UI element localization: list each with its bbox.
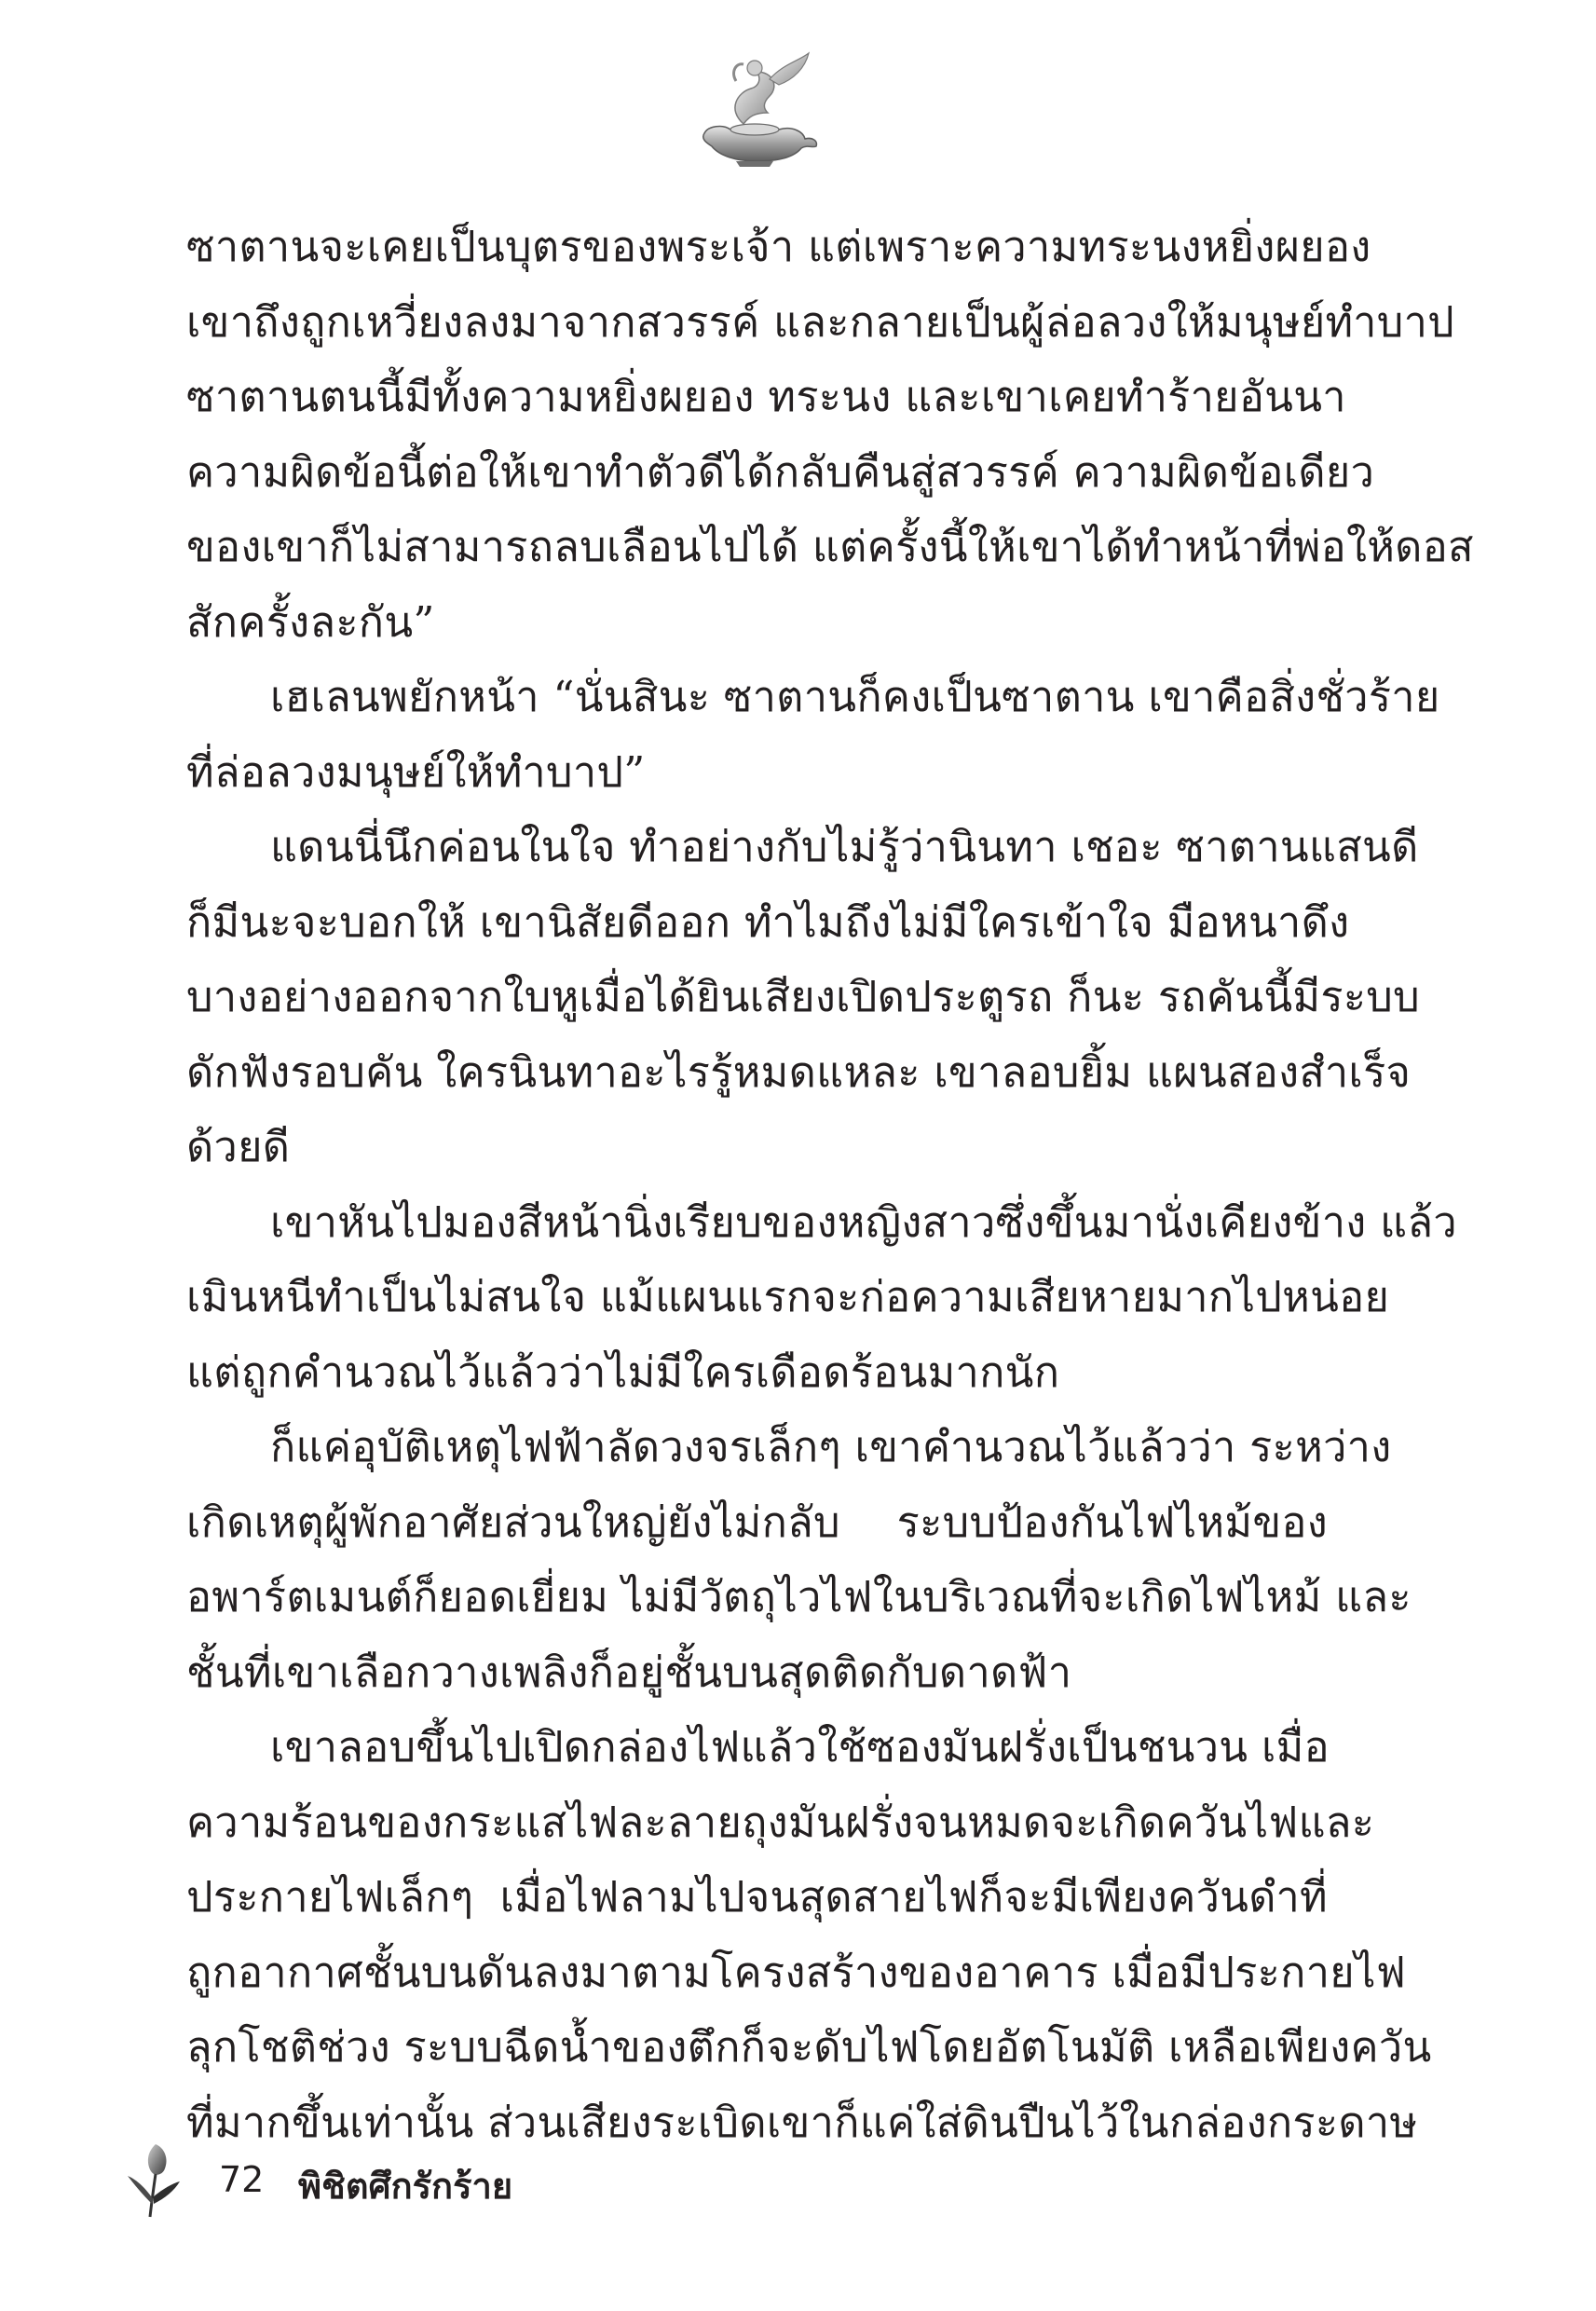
text-line: แต่ถูกคำนวณไว้แล้วว่าไม่มีใครเดือดร้อนมากนัก bbox=[186, 1347, 1060, 1397]
text-line: เกิดเหตุผู้พักอาศัยส่วนใหญ่ยังไม่กลับ ระบบป้องกันไฟไหม้ของ bbox=[186, 1497, 1328, 1547]
text-line: ประกายไฟเล็กๆ เมื่อไฟลามไปจนสุดสายไฟก็จะมีเพียงควันดำที่ bbox=[186, 1872, 1328, 1921]
text-line: เขาลอบขึ้นไปเปิดกล่องไฟแล้วใช้ซองมันฝรั่งเป็นชนวน เมื่อ bbox=[270, 1722, 1330, 1771]
text-line: สักครั้งละกัน” bbox=[186, 596, 435, 647]
text-line: ก็แค่อุบัติเหตุไฟฟ้าลัดวงจรเล็กๆ เขาคำนวณไว้แล้วว่า ระหว่าง bbox=[270, 1422, 1392, 1471]
text-line: ซาตานจะเคยเป็นบุตรของพระเจ้า แต่เพราะความทระนงหยิ่งผยอง bbox=[186, 222, 1371, 271]
text-line: ถูกอากาศชั้นบนดันลงมาตามโครงสร้างของอาคาร เมื่อมีประกายไฟ bbox=[186, 1947, 1407, 1997]
text-line: แดนนี่นึกค่อนในใจ ทำอย่างกับไม่รู้ว่านินทา เชอะ ซาตานแสนดี bbox=[270, 822, 1419, 871]
text-line: ความร้อนของกระแสไฟละลายถุงมันฝรั่งจนหมดจะเกิดควันไฟและ bbox=[186, 1797, 1375, 1847]
text-line: ที่มากขึ้นเท่านั้น ส่วนเสียงระเบิดเขาก็แค่ใส่ดินปืนไว้ในกล่องกระดาษ bbox=[186, 2097, 1418, 2147]
tulip-icon bbox=[126, 2139, 184, 2218]
text-line: ลุกโชติช่วง ระบบฉีดน้ำของตึกก็จะดับไฟโดยอัตโนมัติ เหลือเพียงควัน bbox=[186, 2022, 1432, 2072]
page-body-text bbox=[186, 210, 1474, 2160]
book-title: พิชิตศึกรักร้าย bbox=[298, 2166, 513, 2207]
text-line: เฮเลนพยักหน้า “นั่นสินะ ซาตานก็คงเป็นซาตาน เขาคือสิ่งชั่วร้าย bbox=[270, 672, 1440, 721]
text-line: ก็มีนะจะบอกให้ เขานิสัยดีออก ทำไมถึงไม่มีใครเข้าใจ มือหนาดึง bbox=[186, 896, 1350, 947]
text-line: เมินหนีทำเป็นไม่สนใจ แม้แผนแรกจะก่อความเสียหายมากไปหน่อย bbox=[186, 1272, 1390, 1321]
text-line: บางอย่างออกจากใบหูเมื่อได้ยินเสียงเปิดประตูรถ ก็นะ รถคันนี้มีระบบ bbox=[186, 972, 1421, 1021]
text-line: ของเขาก็ไม่สามารถลบเลือนไปได้ แต่ครั้งนี้ให้เขาได้ทำหน้าที่พ่อให้ดอส bbox=[186, 522, 1474, 571]
text-line: ด้วยดี bbox=[186, 1122, 291, 1171]
page-number: 72 bbox=[219, 2159, 265, 2200]
text-line: ชั้นที่เขาเลือกวางเพลิงก็อยู่ชั้นบนสุดติดกับดาดฟ้า bbox=[186, 1647, 1072, 1697]
text-line: ดักฟังรอบคัน ใครนินทาอะไรรู้หมดแหละ เขาลอบยิ้ม แผนสองสำเร็จ bbox=[186, 1046, 1412, 1097]
page-footer bbox=[126, 2139, 778, 2222]
text-line: เขาถึงถูกเหวี่ยงลงมาจากสวรรค์ และกลายเป็นผู้ล่อลวงให้มนุษย์ทำบาป bbox=[186, 296, 1455, 347]
text-line: ที่ล่อลวงมนุษย์ให้ทำบาป” bbox=[186, 746, 646, 797]
text-line: ซาตานตนนี้มีทั้งความหยิ่งผยอง ทระนง และเขาเคยทำร้ายอันนา bbox=[186, 372, 1346, 421]
text-line: ความผิดข้อนี้ต่อให้เขาทำตัวดีได้กลับคืนสู่สวรรค์ ความผิดข้อเดียว bbox=[186, 446, 1375, 497]
text-line: อพาร์ตเมนต์ก็ยอดเยี่ยม ไม่มีวัตถุไวไฟในบริเวณที่จะเกิดไฟไหม้ และ bbox=[186, 1572, 1412, 1621]
text-line: เขาหันไปมองสีหน้านิ่งเรียบของหญิงสาวซึ่งขึ้นมานั่งเคียงข้าง แล้ว bbox=[270, 1197, 1457, 1247]
genie-lamp-icon bbox=[689, 51, 820, 168]
